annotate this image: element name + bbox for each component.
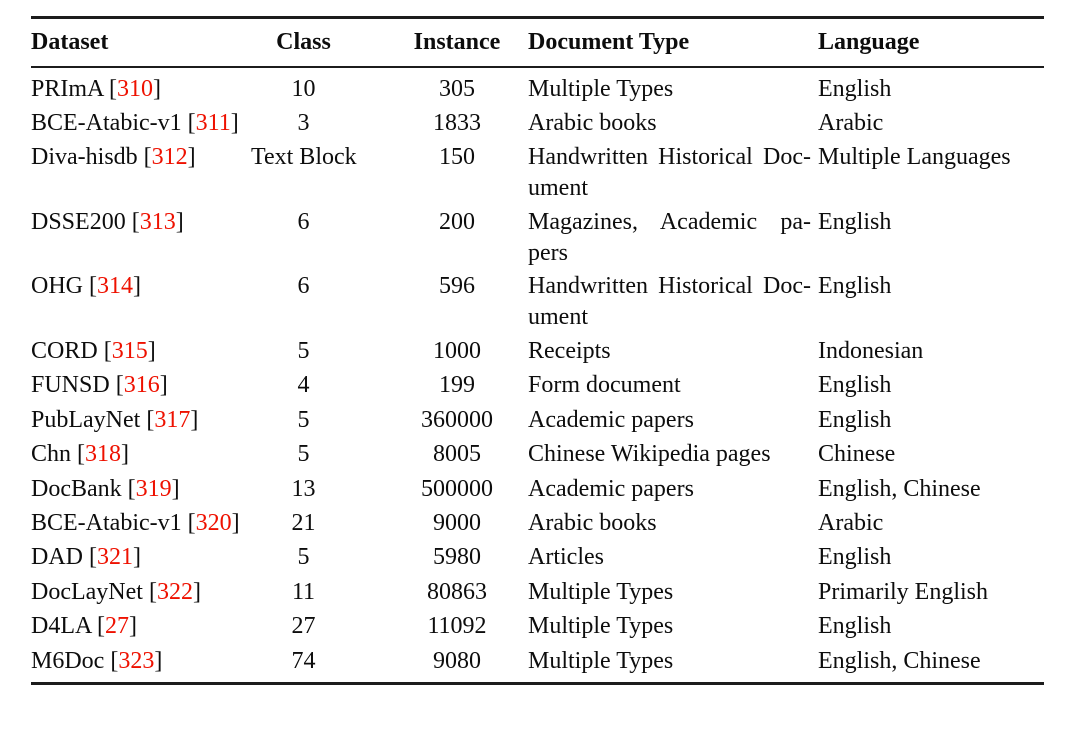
- citation-link[interactable]: [310]: [109, 75, 162, 102]
- dataset-cell: [31, 271, 251, 302]
- language-cell: Arabic: [818, 109, 884, 136]
- dataset-cell: [31, 108, 251, 139]
- dataset-name: M6Doc: [31, 647, 111, 674]
- document-type-line: Multiple Types: [528, 75, 674, 102]
- dataset-cell: [31, 336, 251, 367]
- dataset-cell: [31, 142, 251, 173]
- class-cell: 4: [297, 372, 310, 399]
- table-row: [31, 205, 1044, 270]
- language-cell: English: [818, 273, 892, 300]
- class-cell: 13: [291, 475, 316, 502]
- dataset-name: D4LA: [31, 613, 97, 640]
- dataset-name: Diva-hisdb: [31, 144, 144, 171]
- column-header-language: Language: [818, 28, 920, 55]
- citation-number: 318: [85, 441, 122, 468]
- citation-link[interactable]: [314]: [89, 273, 141, 300]
- citation-link[interactable]: [316]: [115, 372, 168, 399]
- citation-number: 316: [123, 372, 160, 399]
- citation-link[interactable]: [27]: [97, 613, 137, 640]
- class-cell: 10: [291, 75, 316, 102]
- dataset-name: FUNSD: [31, 372, 116, 399]
- class-cell: Text Block: [251, 144, 357, 171]
- citation-number: 313: [139, 208, 176, 235]
- document-type-cell: [528, 508, 818, 539]
- document-type-line: pers: [528, 239, 568, 266]
- document-type-cell: [528, 439, 818, 470]
- instance-cell: 305: [439, 75, 475, 102]
- citation-number: 320: [195, 510, 232, 537]
- instance-cell: 596: [439, 273, 475, 300]
- dataset-name: DocLayNet: [31, 578, 149, 605]
- column-header-dataset: Dataset: [31, 28, 109, 55]
- citation-number: 315: [111, 338, 148, 365]
- table-bottom-rule: [31, 682, 1044, 685]
- citation-link[interactable]: [313]: [131, 208, 184, 235]
- dataset-cell: [31, 74, 251, 105]
- citation-link[interactable]: [311]: [187, 109, 239, 136]
- class-cell: 6: [297, 208, 310, 235]
- citation-number: 322: [156, 578, 193, 605]
- table-row: [31, 644, 1044, 678]
- document-type-cell: [528, 542, 818, 573]
- table-body: [31, 68, 1044, 682]
- citation-link[interactable]: [317]: [146, 406, 199, 433]
- language-cell: Primarily English: [818, 578, 988, 605]
- language-cell: English: [818, 406, 892, 433]
- instance-cell: 5980: [433, 544, 481, 571]
- dataset-cell: [31, 474, 251, 505]
- instance-cell: 80863: [427, 578, 487, 605]
- document-type-cell: [528, 646, 818, 677]
- document-type-cell: [528, 405, 818, 436]
- citation-number: 323: [118, 647, 155, 674]
- dataset-cell: [31, 646, 251, 677]
- document-type-line: Multiple Types: [528, 578, 674, 605]
- document-type-line: Multiple Types: [528, 613, 674, 640]
- column-header-class: Class: [276, 28, 331, 55]
- language-cell: Multiple Languages: [818, 144, 1011, 171]
- citation-link[interactable]: [319]: [127, 475, 180, 502]
- citation-number: 321: [97, 544, 133, 571]
- document-type-cell: [528, 108, 818, 139]
- datasets-table: [31, 16, 1044, 685]
- class-cell: 74: [291, 647, 316, 674]
- dataset-cell: [31, 370, 251, 401]
- class-cell: 5: [297, 441, 310, 468]
- table-row: [31, 106, 1044, 140]
- citation-number: 319: [135, 475, 172, 502]
- language-cell: Chinese: [818, 441, 896, 468]
- table-row: [31, 403, 1044, 437]
- dataset-name: DAD: [31, 544, 89, 571]
- citation-number: 310: [117, 75, 154, 102]
- language-cell: English: [818, 208, 892, 235]
- citation-link[interactable]: [318]: [77, 441, 130, 468]
- language-cell: English: [818, 372, 892, 399]
- instance-cell: 8005: [433, 441, 481, 468]
- instance-cell: 1000: [433, 338, 481, 365]
- column-header-instance: Instance: [413, 28, 501, 55]
- language-cell: English, Chinese: [818, 475, 981, 502]
- document-type-cell: [528, 474, 818, 505]
- table-row: [31, 335, 1044, 369]
- document-type-line: Multiple Types: [528, 647, 674, 674]
- document-type-line: Articles: [528, 544, 604, 571]
- language-cell: English: [818, 75, 892, 102]
- dataset-cell: [31, 405, 251, 436]
- language-cell: English: [818, 544, 892, 571]
- citation-link[interactable]: [322]: [148, 578, 201, 605]
- document-type-line: Handwritten Historical Doc-: [528, 273, 811, 300]
- citation-number: 27: [105, 613, 129, 640]
- table-row: [31, 472, 1044, 506]
- table-row: [31, 369, 1044, 403]
- instance-cell: 150: [439, 144, 475, 171]
- dataset-name: BCE-Atabic-v1: [31, 109, 188, 136]
- class-cell: 27: [291, 613, 316, 640]
- document-type-cell: [528, 207, 818, 269]
- document-type-cell: [528, 271, 818, 333]
- document-type-line: Arabic books: [528, 109, 657, 136]
- column-header-document-type: Document Type: [528, 28, 690, 55]
- language-cell: Indonesian: [818, 338, 924, 365]
- citation-number: 314: [97, 273, 133, 300]
- instance-cell: 11092: [427, 613, 487, 640]
- document-type-line: Form document: [528, 372, 681, 399]
- document-type-line: Academic papers: [528, 475, 694, 502]
- citation-number: 317: [154, 406, 191, 433]
- dataset-cell: [31, 577, 251, 608]
- dataset-cell: [31, 508, 251, 539]
- dataset-name: CORD: [31, 338, 104, 365]
- language-cell: English: [818, 613, 892, 640]
- language-cell: Arabic: [818, 510, 884, 537]
- class-cell: 6: [297, 273, 310, 300]
- instance-cell: 360000: [421, 406, 493, 433]
- document-type-line: ument: [528, 175, 588, 202]
- class-cell: 5: [297, 544, 310, 571]
- instance-cell: 9000: [433, 510, 481, 537]
- dataset-cell: [31, 207, 251, 238]
- table-row: [31, 507, 1044, 541]
- class-cell: 5: [297, 338, 310, 365]
- table-row: [31, 72, 1044, 106]
- table-row: [31, 610, 1044, 644]
- document-type-cell: [528, 336, 818, 367]
- dataset-name: DocBank: [31, 475, 128, 502]
- table-row: [31, 438, 1044, 472]
- document-type-line: Receipts: [528, 338, 611, 365]
- instance-cell: 199: [439, 372, 475, 399]
- dataset-cell: [31, 611, 251, 642]
- document-type-line: ument: [528, 304, 588, 331]
- document-type-line: Handwritten Historical Doc-: [528, 144, 811, 171]
- instance-cell: 1833: [433, 109, 481, 136]
- table-row: [31, 270, 1044, 335]
- document-type-cell: [528, 370, 818, 401]
- language-cell: English, Chinese: [818, 647, 981, 674]
- class-cell: 21: [291, 510, 316, 537]
- instance-cell: 200: [439, 208, 475, 235]
- dataset-cell: [31, 439, 251, 470]
- citation-link[interactable]: [312]: [143, 144, 196, 171]
- dataset-name: OHG: [31, 273, 89, 300]
- class-cell: 5: [297, 406, 310, 433]
- document-type-cell: [528, 142, 818, 204]
- dataset-name: DSSE200: [31, 208, 132, 235]
- dataset-name: PubLayNet: [31, 406, 147, 433]
- citation-number: 311: [195, 109, 231, 136]
- dataset-name: Chn: [31, 441, 78, 468]
- document-type-line: Arabic books: [528, 510, 657, 537]
- instance-cell: 9080: [433, 647, 481, 674]
- document-type-line: Chinese Wikipedia pages: [528, 441, 771, 468]
- document-type-cell: [528, 577, 818, 608]
- document-type-cell: [528, 74, 818, 105]
- table-row: [31, 575, 1044, 609]
- dataset-cell: [31, 542, 251, 573]
- table-header-row: [31, 19, 1044, 67]
- table-row: [31, 541, 1044, 575]
- table-row: [31, 141, 1044, 206]
- citation-link[interactable]: [315]: [103, 338, 156, 365]
- citation-number: 312: [151, 144, 188, 171]
- document-type-line: Magazines, Academic pa-: [528, 208, 811, 235]
- citation-link[interactable]: [321]: [89, 544, 141, 571]
- citation-link[interactable]: [320]: [187, 510, 240, 537]
- citation-link[interactable]: [323]: [110, 647, 163, 674]
- class-cell: 3: [297, 109, 310, 136]
- instance-cell: 500000: [421, 475, 493, 502]
- class-cell: 11: [291, 578, 316, 605]
- dataset-name: BCE-Atabic-v1: [31, 510, 188, 537]
- dataset-name: PRImA: [31, 75, 110, 102]
- document-type-cell: [528, 611, 818, 642]
- document-type-line: Academic papers: [528, 406, 694, 433]
